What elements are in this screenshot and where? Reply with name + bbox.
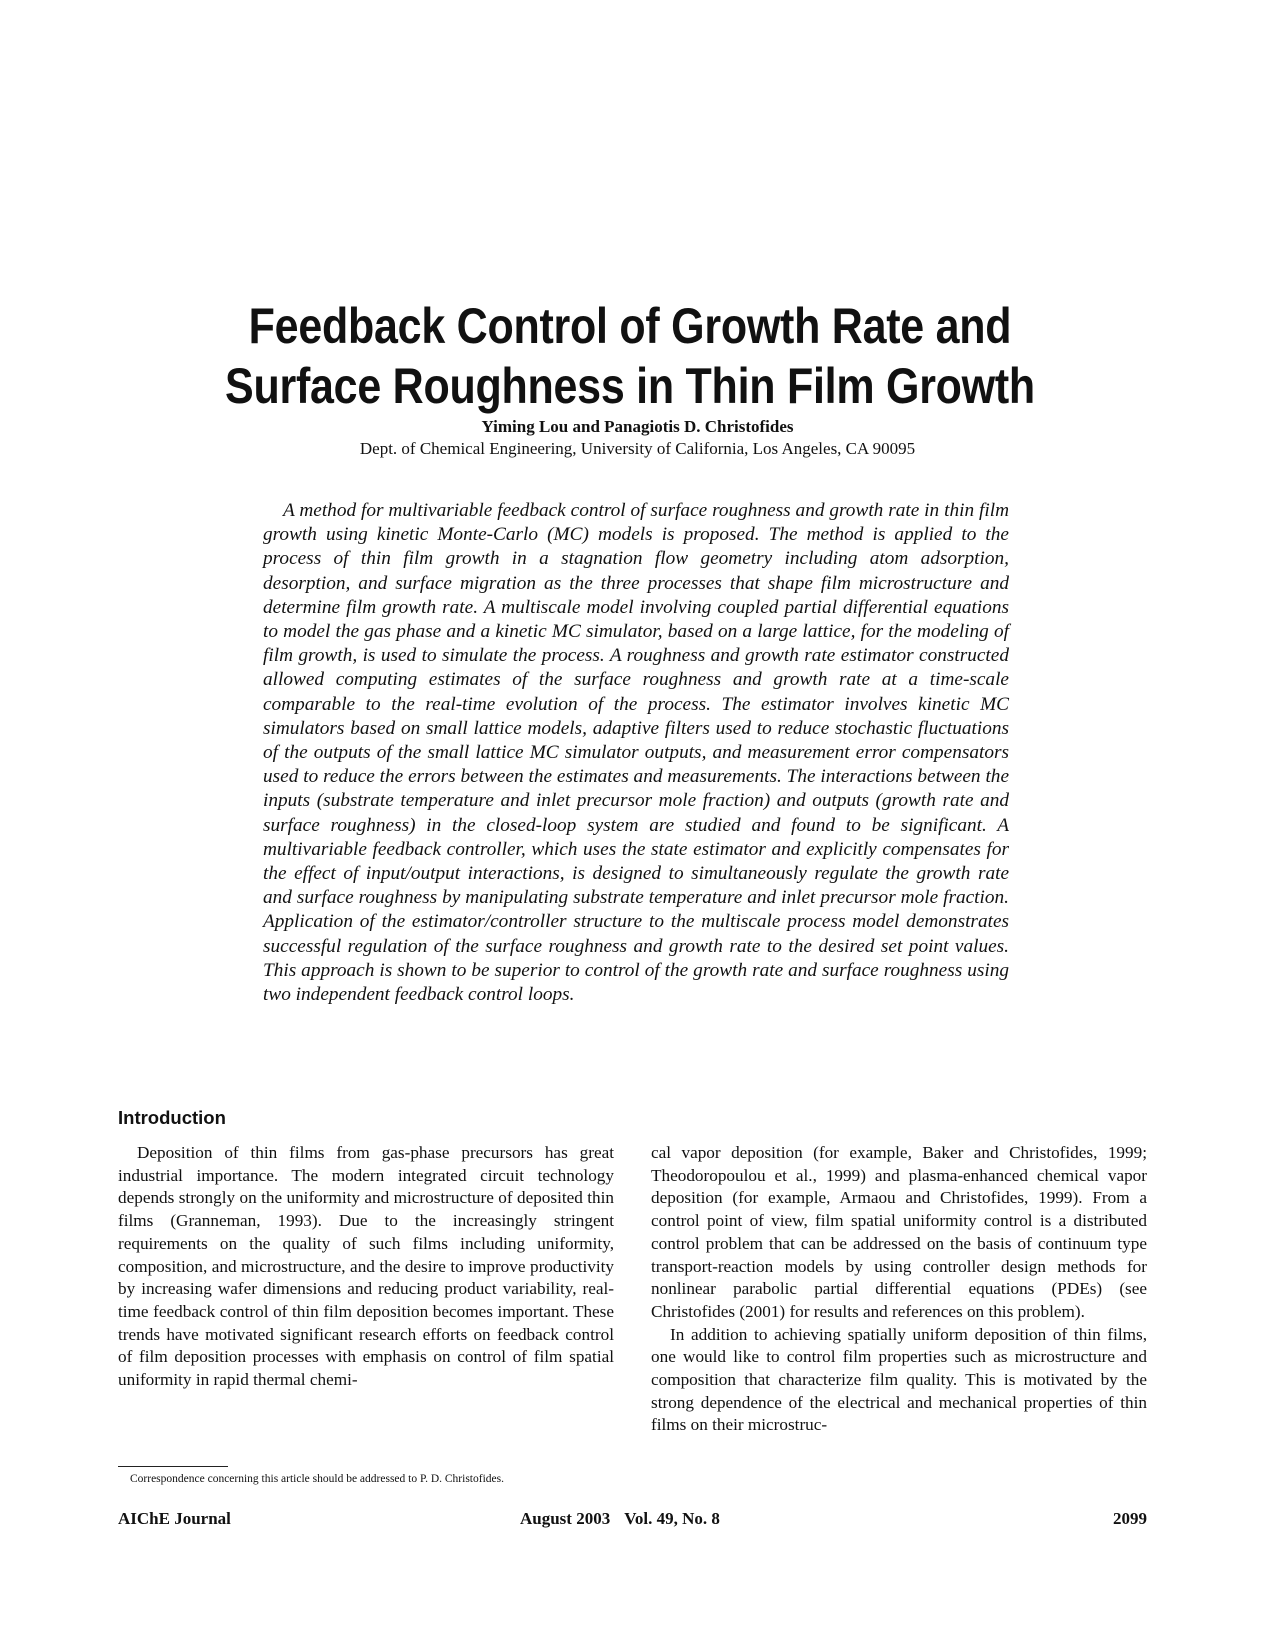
page-number: 2099 [1113,1509,1147,1528]
right-column [651,1142,1147,1437]
correspondence-footnote: Correspondence concerning this article should be addressed to P. D. Christofides. [130,1473,504,1485]
article-title [209,296,1052,416]
left-column [118,1142,614,1392]
footer-date: August 2003 [520,1509,611,1528]
footnote-rule [118,1466,228,1467]
intro-paragraph-1-continued: cal vapor deposition (for example, Baker and Christofides, 1999; Theodoropoulou et al., 1999) and plasma-enhanced chemical vapor deposition (for example, Armaou and Christofides, 1999). From a control point of view, film spatial uniformity control is a distributed control problem that can be addressed on the basis of continuum type transport-reaction models by using controller design methods for nonlinear parabolic partial differential equations (PDEs) (see Christofides (2001) for results and references on this problem). [651,1143,1147,1321]
title-line-1: Feedback Control of Growth Rate and [248,297,1012,354]
footer-journal: AIChE Journal [118,1509,231,1528]
affiliation: Dept. of Chemical Engineering, University of California, Los Angeles, CA 90095 [359,439,916,458]
authors: Yiming Lou and Panagiotis D. Christofides [481,417,794,436]
footer-issue [520,1508,720,1530]
footer-volume: Vol. 49, No. 8 [624,1509,720,1528]
intro-paragraph-2: In addition to achieving spatially uniform deposition of thin films, one would like to control film properties such as microstructure and composition that characterize film quality. This is motivated by the strong dependence of the electrical and mechanical properties of thin films on their microstruc- [651,1324,1147,1435]
introduction-heading: Introduction [118,1107,226,1128]
title-line-2: Surface Roughness in Thin Film Growth [225,357,1035,414]
abstract: A method for multivariable feedback control of surface roughness and growth rate in thin film growth using kinetic Monte-Carlo (MC) models is proposed. The method is applied to the process of thin film growth in a stagnation flow geometry including atom adsorption, desorption, and surface migration as the three processes that shape film microstructure and determine film growth rate. A multiscale model involving coupled partial differential equations to model the gas phase and a kinetic MC simulator, based on a large lattice, for the modeling of film growth, is used to simulate the process. A roughness and growth rate estimator constructed allowed computing estimates of the surface roughness and growth rate at a time-scale comparable to the real-time evolution of the process. The estimator involves kinetic MC simulators based on small lattice models, adaptive filters used to reduce stochastic fluctuations of the outputs of the small lattice MC simulator outputs, and measurement error compensators used to reduce the errors between the estimates and measurements. The interactions between the inputs (substrate temperature and inlet precursor mole fraction) and outputs (growth rate and surface roughness) in the closed-loop system are studied and found to be significant. A multivariable feedback controller, which uses the state estimator and explicitly compensates for the effect of input/output interactions, is designed to simultaneously regulate the growth rate and surface roughness by manipulating substrate temperature and inlet precursor mole fraction. Application of the estimator/controller structure to the multiscale process model demonstrates successful regulation of the surface roughness and growth rate to the desired set point values. This approach is shown to be superior to control of the growth rate and surface roughness using two independent feedback control loops. [263,500,1009,1006]
intro-paragraph-1: Deposition of thin films from gas-phase precursors has great industrial importance. The modern integrated circuit technology depends strongly on the uniformity and microstructure of deposited thin films (Granneman, 1993). Due to the increasingly stringent requirements on the quality of such films including uniformity, composition, and microstructure, and the desire to improve productivity by increasing wafer dimensions and reducing product variability, real-time feedback control of thin film deposition becomes important. These trends have motivated significant research efforts on feedback control of film deposition processes with emphasis on control of film spatial uniformity in rapid thermal chemi- [118,1143,614,1390]
